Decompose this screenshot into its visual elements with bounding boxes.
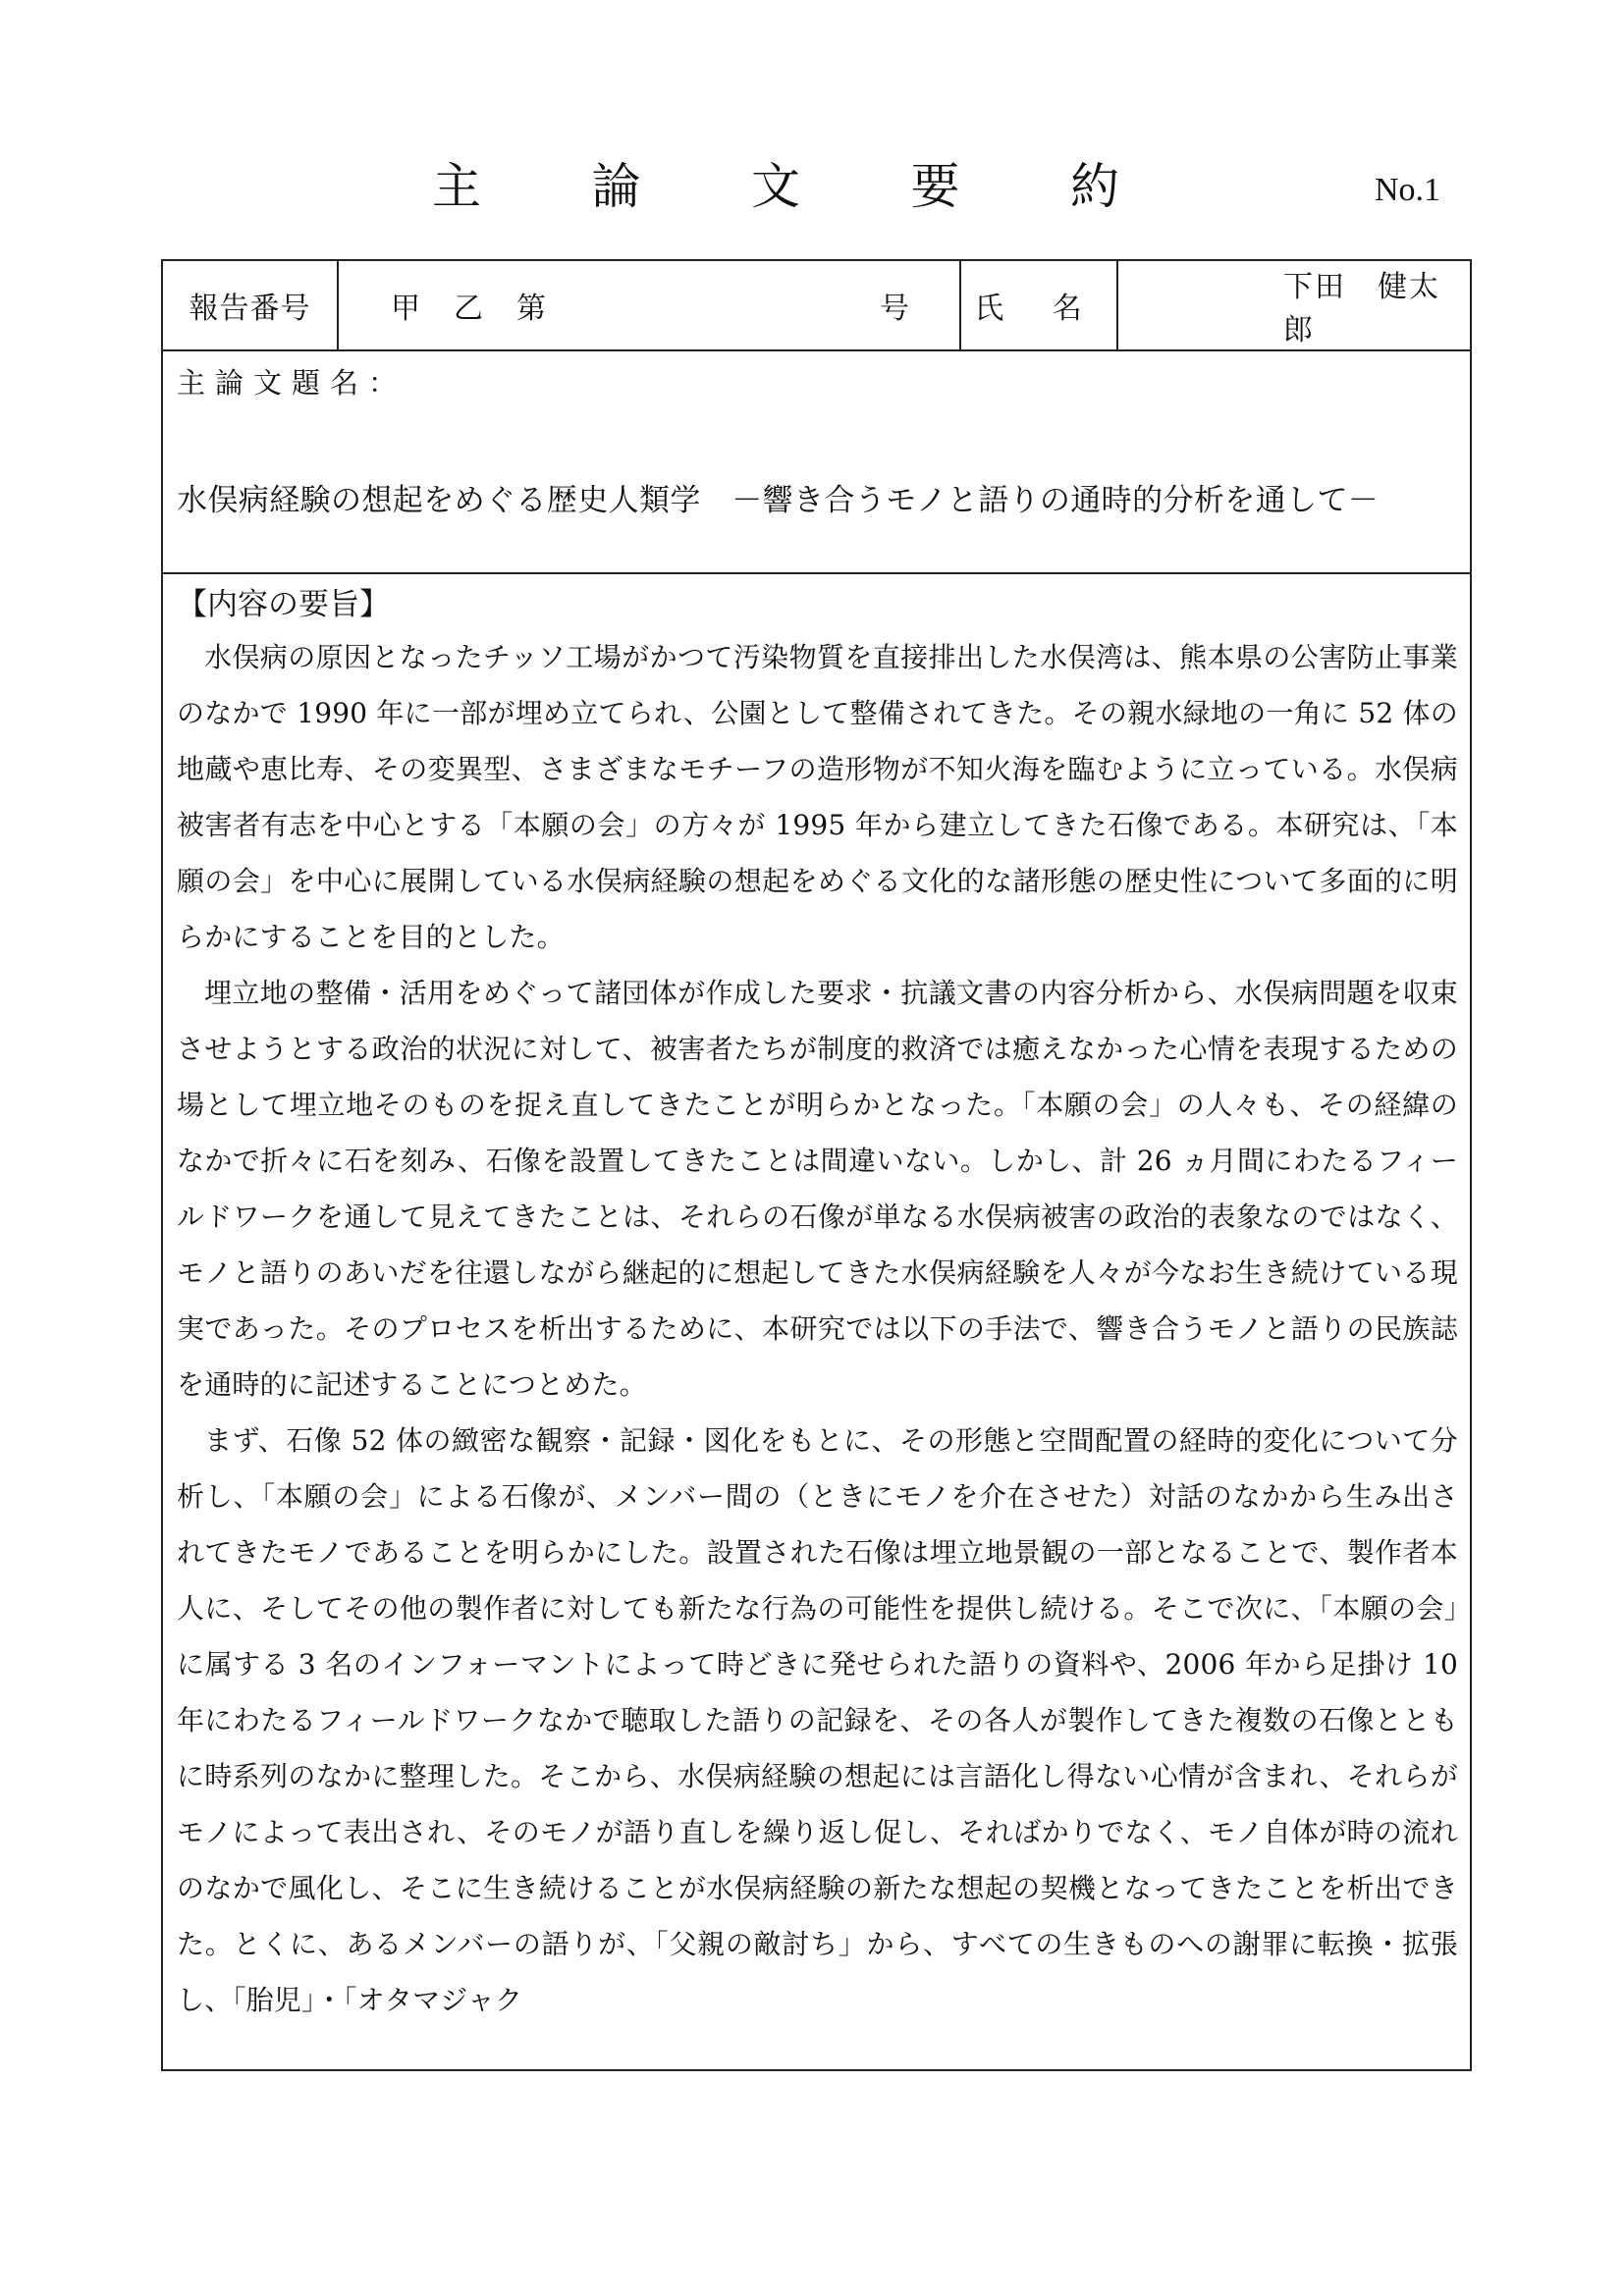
report-go: 号 [880, 292, 913, 326]
document-number: No.1 [1375, 172, 1441, 208]
thesis-title: 水俣病経験の想起をめぐる歴史人類学 －響き合うモノと語りの通時的分析を通して－ [177, 483, 1380, 518]
summary-section-label: 【内容の要旨】 [177, 587, 390, 622]
summary-paragraph: 水俣病の原因となったチッソ工場がかつて汚染物質を直接排出した水俣湾は、熊本県の公害防止事業のなかで 1990 年に一部が埋め立てられ、公園として整備されてきた。その親水緑地の一角に 52 体の地蔵や恵比寿、その変異型、さまざまなモチーフの造形物が不知火海を臨むように立っている。水俣病被害者有志を中心とする「本願の会」の方々が 1995 年から建立してきた石像である。本研究は、「本願の会」を中心に展開している水俣病経験の想起をめぐる文化的な諸形態の歴史性について多面的に明らかにすることを目的とした。 [177, 641, 1458, 953]
report-kou: 甲 [391, 292, 424, 326]
author-name: 下田 健太郎 [1283, 270, 1440, 347]
info-row [163, 261, 1470, 351]
summary-body [177, 582, 1458, 2028]
title-char: 要 [910, 158, 960, 215]
title-char: 主 [432, 158, 481, 215]
report-dai: 第 [516, 292, 550, 326]
page-title [432, 157, 1119, 216]
report-number-label: 報告番号 [189, 292, 311, 326]
thesis-title-row [163, 351, 1470, 574]
thesis-title-label: 主論文題名： [177, 366, 407, 400]
report-otsu: 乙 [454, 292, 487, 326]
title-char: 約 [1070, 158, 1119, 215]
title-char: 論 [591, 158, 641, 215]
title-char: 文 [751, 158, 800, 215]
summary-paragraph: 埋立地の整備・活用をめぐって諸団体が作成した要求・抗議文書の内容分析から、水俣病問題を収束させようとする政治的状況に対して、被害者たちが制度的救済では癒えなかった心情を表現するための場として埋立地そのものを捉え直してきたことが明らかとなった。「本願の会」の人々も、その経緯のなかで折々に石を刻み、石像を設置してきたことは間違いない。しかし、計 26 ヵ月間にわたるフィールドワークを通して見えてきたことは、それらの石像が単なる水俣病被害の政治的表象なのではなく、モノと語りのあいだを往還しながら継起的に想起してきた水俣病経験を人々が今なお生き続けている現実であった。そのプロセスを析出するために、本研究では以下の手法で、響き合うモノと語りの民族誌を通時的に記述することにつとめた。 [177, 977, 1458, 1401]
summary-form [161, 259, 1472, 2071]
summary-paragraph: まず、石像 52 体の緻密な観察・記録・図化をもとに、その形態と空間配置の経時的変化について分析し、「本願の会」による石像が、メンバー間の（ときにモノを介在させた）対話のなかから生み出されてきたモノであることを明らかにした。設置された石像は埋立地景観の一部となることで、製作者本人に、そしてその他の製作者に対しても新たな行為の可能性を提供し続ける。そこで次に、「本願の会」に属する 3 名のインフォーマントによって時どきに発せられた語りの資料や、2006 年から足掛け 10 年にわたるフィールドワークなかで聴取した語りの記録を、その各人が製作してきた複数の石像とともに時系列のなかに整理した。そこから、水俣病経験の想起には言語化し得ない心情が含まれ、それらがモノによって表出され、そのモノが語り直しを繰り返し促し、そればかりでなく、モノ自体が時の流れのなかで風化し、そこに生き続けることが水俣病経験の新たな想起の契機となってきたことを析出できた。とくに、あるメンバーの語りが、「父親の敵討ち」から、すべての生きものへの謝罪に転換・拡張し、「胎児」・「オタマジャク [177, 1424, 1458, 2016]
name-label: 氏 名 [974, 292, 1102, 326]
report-number-field [337, 261, 959, 349]
title-row [0, 147, 1624, 226]
